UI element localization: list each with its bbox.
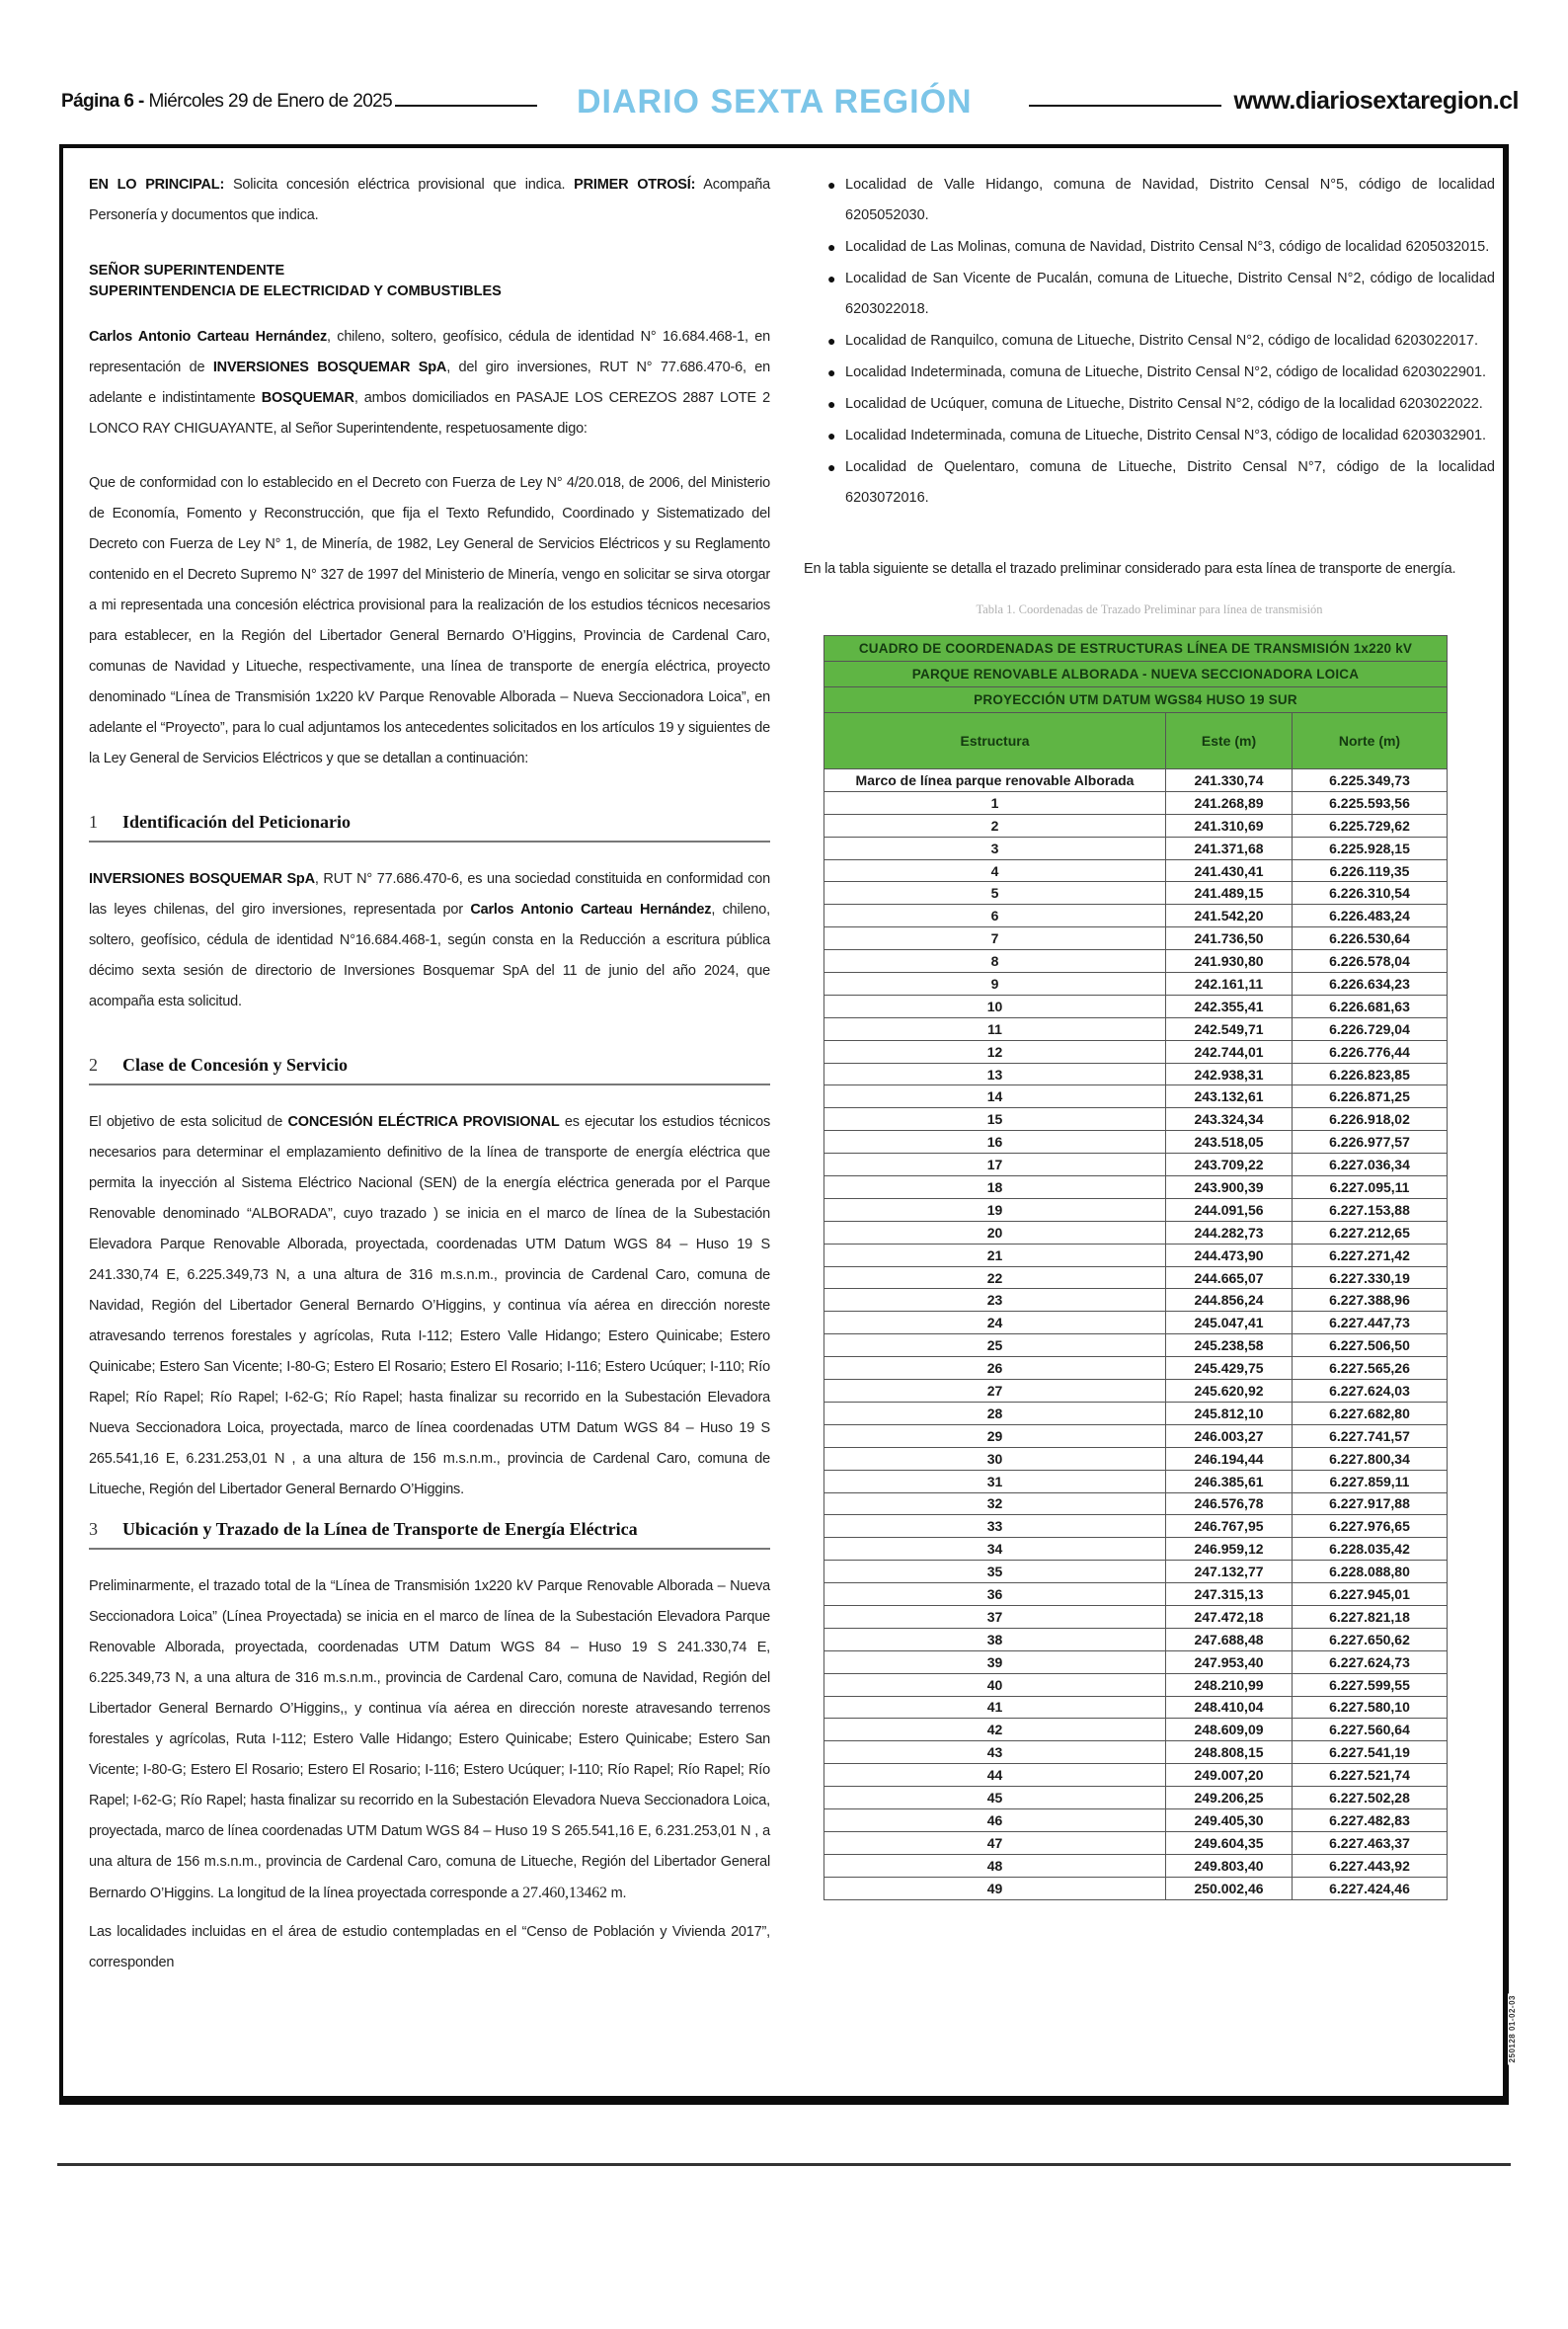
north-cell: 6.226.776,44	[1293, 1040, 1448, 1063]
structure-cell: 10	[824, 995, 1166, 1017]
addressee-line-1: SEÑOR SUPERINTENDENTE	[89, 263, 285, 279]
table-row	[824, 973, 1448, 996]
bullet-icon: ●	[827, 333, 836, 349]
north-cell: 6.226.823,85	[1293, 1063, 1448, 1085]
list-item	[804, 452, 1495, 514]
table-row	[824, 1831, 1448, 1854]
locality-text: Localidad de Valle Hidango, comuna de Navidad, Distrito Censal N°5, código de localidad 6205052030.	[845, 177, 1495, 223]
north-cell: 6.227.212,65	[1293, 1221, 1448, 1244]
north-cell: 6.227.565,26	[1293, 1357, 1448, 1380]
structure-cell: 37	[824, 1605, 1166, 1628]
east-cell: 247.132,77	[1166, 1561, 1293, 1583]
north-cell: 6.227.741,57	[1293, 1424, 1448, 1447]
coordinates-table	[823, 635, 1448, 1900]
table-row	[824, 1561, 1448, 1583]
structure-cell: 41	[824, 1696, 1166, 1719]
structure-cell: 42	[824, 1719, 1166, 1741]
census-paragraph: Las localidades incluidas en el área de estudio contempladas en el “Censo de Población y Vivienda 2017”, corresponden	[89, 1924, 770, 1970]
structure-cell: 7	[824, 927, 1166, 950]
structure-cell: 6	[824, 905, 1166, 927]
structure-cell: 24	[824, 1312, 1166, 1334]
bullet-icon: ●	[827, 459, 836, 475]
east-cell: 242.744,01	[1166, 1040, 1293, 1063]
north-cell: 6.227.945,01	[1293, 1583, 1448, 1606]
north-cell: 6.227.330,19	[1293, 1266, 1448, 1289]
east-cell: 244.282,73	[1166, 1221, 1293, 1244]
structure-cell: 19	[824, 1198, 1166, 1221]
east-cell: 247.315,13	[1166, 1583, 1293, 1606]
east-cell: 244.091,56	[1166, 1198, 1293, 1221]
petitioner-name: Carlos Antonio Carteau Hernández	[89, 329, 327, 345]
north-cell: 6.227.095,11	[1293, 1176, 1448, 1199]
structure-cell: 1	[824, 791, 1166, 814]
table-row	[824, 1877, 1448, 1899]
east-cell: 243.900,39	[1166, 1176, 1293, 1199]
section-2-paragraph	[89, 1107, 770, 1505]
section-heading-2	[89, 1055, 770, 1085]
table-row	[824, 1492, 1448, 1515]
masthead	[61, 83, 1519, 132]
north-cell: 6.227.153,88	[1293, 1198, 1448, 1221]
masthead-rule-left	[395, 105, 537, 107]
company-name: INVERSIONES BOSQUEMAR SpA	[212, 360, 447, 375]
bullet-icon: ●	[827, 428, 836, 443]
north-cell: 6.227.976,65	[1293, 1515, 1448, 1538]
structure-cell: 17	[824, 1154, 1166, 1176]
table-row	[824, 950, 1448, 973]
table-caption: Tabla 1. Coordenadas de Trazado Preliminar para línea de transmisión	[976, 602, 1323, 616]
table-row	[824, 905, 1448, 927]
north-cell: 6.227.859,11	[1293, 1470, 1448, 1492]
table-row	[824, 1741, 1448, 1764]
north-cell: 6.227.036,34	[1293, 1154, 1448, 1176]
north-cell: 6.227.599,55	[1293, 1673, 1448, 1696]
column-header-estructura: Estructura	[824, 713, 1166, 769]
east-cell: 245.238,58	[1166, 1334, 1293, 1357]
north-cell: 6.227.271,42	[1293, 1244, 1448, 1266]
side-code: 250128 01-02-03	[1508, 1995, 1517, 2063]
north-cell: 6.227.821,18	[1293, 1605, 1448, 1628]
structure-cell: 2	[824, 814, 1166, 837]
north-cell: 6.227.682,80	[1293, 1402, 1448, 1424]
table-row	[824, 837, 1448, 859]
structure-cell: 33	[824, 1515, 1166, 1538]
table-row	[824, 1221, 1448, 1244]
table-row	[824, 1312, 1448, 1334]
structure-cell: 15	[824, 1108, 1166, 1131]
structure-cell: 45	[824, 1787, 1166, 1809]
right-column	[804, 170, 1495, 1900]
east-cell: 243.518,05	[1166, 1131, 1293, 1154]
structure-cell: 30	[824, 1447, 1166, 1470]
locality-text: Localidad Indeterminada, comuna de Litueche, Distrito Censal N°2, código de localidad 6203022901.	[845, 364, 1487, 380]
issue-date: Miércoles 29 de Enero de 2025	[148, 91, 393, 112]
table-row	[824, 1515, 1448, 1538]
structure-cell: 12	[824, 1040, 1166, 1063]
legal-basis-paragraph: Que de conformidad con lo establecido en el Decreto con Fuerza de Ley N° 4/20.018, de 2006, del Ministerio de Economía, Fomento y Reconstrucción, que fija el Texto Refundido, Coordinado y Sistematizado del Decreto con Fuerza de Ley N° 1, de Minería, de 1982, Ley General de Servicios Eléctricos y su Reglamento contenido en el Decreto Supremo N° 327 de 1997 del Ministerio de Minería, vengo en solicitar se sirva otorgar a mi representada una concesión eléctrica provisional para la realización de los estudios técnicos necesarios para establecer, en la Región del Libertador General Bernardo O’Higgins, Provincia de Cardenal Caro, comunas de Navidad y Litueche, respectivamente, una línea de transporte de energía eléctrica, proyecto denominado “Línea de Transmisión 1x220 kV Parque Renovable Alborada – Nueva Seccionadora Loica”, en adelante el “Proyecto”, para lo cual adjuntamos los antecedentes solicitados en los artículos 19 y siguientes de la Ley General de Servicios Eléctricos y que se detallan a continuación:	[89, 475, 770, 766]
north-cell: 6.226.918,02	[1293, 1108, 1448, 1131]
east-cell: 249.803,40	[1166, 1854, 1293, 1877]
list-item	[804, 389, 1495, 420]
table-row	[824, 1176, 1448, 1199]
structure-cell: 49	[824, 1877, 1166, 1899]
localities-list	[804, 170, 1495, 514]
bullet-icon: ●	[827, 177, 836, 193]
structure-cell: 26	[824, 1357, 1166, 1380]
petitioner-text-a: , chileno, soltero, geofísico, cédula de identidad N° 16.684.468-1, en representación de	[89, 329, 771, 375]
list-item	[804, 170, 1495, 231]
table-row	[824, 1357, 1448, 1380]
structure-cell: 4	[824, 859, 1166, 882]
north-cell: 6.225.593,56	[1293, 791, 1448, 814]
list-item	[804, 421, 1495, 451]
structure-cell: 43	[824, 1741, 1166, 1764]
table-banner-1: CUADRO DE COORDENADAS DE ESTRUCTURAS LÍNEA DE TRANSMISIÓN 1x220 kV	[824, 636, 1448, 662]
north-cell: 6.226.634,23	[1293, 973, 1448, 996]
newspaper-title: DIARIO SEXTA REGIÓN	[577, 83, 973, 120]
structure-cell: 36	[824, 1583, 1166, 1606]
petitioner-text-b: , del giro inversiones, RUT N° 77.686.470-6, en adelante e indistintamente	[89, 360, 770, 406]
east-cell: 244.473,90	[1166, 1244, 1293, 1266]
page-date-line	[61, 91, 392, 113]
structure-cell: 32	[824, 1492, 1166, 1515]
north-cell: 6.227.624,03	[1293, 1380, 1448, 1403]
north-cell: 6.227.917,88	[1293, 1492, 1448, 1515]
east-cell: 245.812,10	[1166, 1402, 1293, 1424]
east-cell: 249.604,35	[1166, 1831, 1293, 1854]
addressee-line-2: SUPERINTENDENCIA DE ELECTRICIDAD Y COMBUSTIBLES	[89, 283, 502, 299]
table-row	[824, 1424, 1448, 1447]
east-cell: 246.194,44	[1166, 1447, 1293, 1470]
structure-cell: 29	[824, 1424, 1166, 1447]
north-cell: 6.227.463,37	[1293, 1831, 1448, 1854]
locality-text: Localidad de Ranquilco, comuna de Litueche, Distrito Censal N°2, código de localidad 6203022017.	[845, 333, 1479, 349]
table-row	[824, 1673, 1448, 1696]
table-row	[824, 1808, 1448, 1831]
structure-cell: 25	[824, 1334, 1166, 1357]
table-row	[824, 1854, 1448, 1877]
table-row	[824, 1605, 1448, 1628]
structure-cell: 34	[824, 1538, 1166, 1561]
table-row	[824, 995, 1448, 1017]
east-cell: 242.161,11	[1166, 973, 1293, 996]
table-row	[824, 1764, 1448, 1787]
north-cell: 6.225.349,73	[1293, 769, 1448, 792]
structure-cell: 3	[824, 837, 1166, 859]
east-cell: 246.767,95	[1166, 1515, 1293, 1538]
section-title: Identificación del Peticionario	[122, 812, 351, 832]
table-banner-3: PROYECCIÓN UTM DATUM WGS84 HUSO 19 SUR	[824, 687, 1448, 713]
north-cell: 6.227.424,46	[1293, 1877, 1448, 1899]
structure-cell: 39	[824, 1650, 1166, 1673]
coordinates-table-body	[824, 769, 1448, 1900]
table-intro: En la tabla siguiente se detalla el trazado preliminar considerado para esta línea de transporte de energía.	[804, 561, 1456, 577]
north-cell: 6.225.729,62	[1293, 814, 1448, 837]
legal-notice-frame	[59, 144, 1517, 2105]
section-1-text-a: , RUT N° 77.686.470-6, es una sociedad constituida en conformidad con las leyes chilenas, del giro inversiones, representada por	[89, 871, 770, 918]
structure-cell: 27	[824, 1380, 1166, 1403]
representative-name: Carlos Antonio Carteau Hernández	[470, 902, 712, 918]
structure-cell: 38	[824, 1628, 1166, 1650]
section-heading-1	[89, 812, 770, 843]
locality-text: Localidad de San Vicente de Pucalán, comuna de Litueche, Distrito Censal N°2, código de localidad 6203022018.	[845, 271, 1495, 317]
north-cell: 6.227.388,96	[1293, 1289, 1448, 1312]
east-cell: 241.542,20	[1166, 905, 1293, 927]
east-cell: 241.930,80	[1166, 950, 1293, 973]
table-row	[824, 1154, 1448, 1176]
structure-cell: 44	[824, 1764, 1166, 1787]
east-cell: 246.959,12	[1166, 1538, 1293, 1561]
section-1-paragraph	[89, 864, 770, 1017]
table-row	[824, 1334, 1448, 1357]
column-header-norte: Norte (m)	[1293, 713, 1448, 769]
section-number: 2	[89, 1055, 98, 1075]
east-cell: 241.489,15	[1166, 882, 1293, 905]
north-cell: 6.227.443,92	[1293, 1854, 1448, 1877]
locality-text: Localidad de Quelentaro, comuna de Litueche, Distrito Censal N°7, código de la localidad 6203072016.	[845, 459, 1495, 506]
east-cell: 243.132,61	[1166, 1085, 1293, 1108]
east-cell: 245.429,75	[1166, 1357, 1293, 1380]
structure-cell: Marco de línea parque renovable Alborada	[824, 769, 1166, 792]
east-cell: 241.310,69	[1166, 814, 1293, 837]
north-cell: 6.227.447,73	[1293, 1312, 1448, 1334]
table-row	[824, 1628, 1448, 1650]
structure-cell: 40	[824, 1673, 1166, 1696]
structure-cell: 11	[824, 1017, 1166, 1040]
north-cell: 6.228.088,80	[1293, 1561, 1448, 1583]
north-cell: 6.226.530,64	[1293, 927, 1448, 950]
north-cell: 6.227.506,50	[1293, 1334, 1448, 1357]
list-item	[804, 358, 1495, 388]
concession-type: CONCESIÓN ELÉCTRICA PROVISIONAL	[287, 1114, 560, 1130]
table-row	[824, 1085, 1448, 1108]
structure-cell: 31	[824, 1470, 1166, 1492]
table-row	[824, 1063, 1448, 1085]
structure-cell: 20	[824, 1221, 1166, 1244]
north-cell: 6.228.035,42	[1293, 1538, 1448, 1561]
section-title: Clase de Concesión y Servicio	[122, 1055, 348, 1075]
structure-cell: 28	[824, 1402, 1166, 1424]
otrosi-label: PRIMER OTROSÍ:	[574, 177, 696, 193]
table-row	[824, 1108, 1448, 1131]
locality-text: Localidad de Las Molinas, comuna de Navidad, Distrito Censal N°3, código de localidad 6205032015.	[845, 239, 1490, 255]
table-row	[824, 927, 1448, 950]
east-cell: 244.665,07	[1166, 1266, 1293, 1289]
east-cell: 246.003,27	[1166, 1424, 1293, 1447]
table-row	[824, 1017, 1448, 1040]
section-number: 1	[89, 812, 98, 832]
north-cell: 6.226.578,04	[1293, 950, 1448, 973]
north-cell: 6.227.650,62	[1293, 1628, 1448, 1650]
table-row	[824, 1289, 1448, 1312]
structure-cell: 21	[824, 1244, 1166, 1266]
table-row	[824, 1650, 1448, 1673]
masthead-rule-right	[1029, 105, 1221, 107]
table-banner-2: PARQUE RENOVABLE ALBORADA - NUEVA SECCIONADORA LOICA	[824, 662, 1448, 687]
east-cell: 248.609,09	[1166, 1719, 1293, 1741]
section-2-text-a: El objetivo de esta solicitud de	[89, 1114, 288, 1130]
east-cell: 248.210,99	[1166, 1673, 1293, 1696]
left-column	[89, 170, 770, 1978]
structure-cell: 9	[824, 973, 1166, 996]
east-cell: 243.324,34	[1166, 1108, 1293, 1131]
north-cell: 6.225.928,15	[1293, 837, 1448, 859]
table-row	[824, 859, 1448, 882]
structure-cell: 22	[824, 1266, 1166, 1289]
north-cell: 6.227.541,19	[1293, 1741, 1448, 1764]
principal-text: Solicita concesión eléctrica provisional que indica.	[224, 177, 575, 193]
table-row	[824, 1787, 1448, 1809]
table-row	[824, 1402, 1448, 1424]
east-cell: 246.385,61	[1166, 1470, 1293, 1492]
table-row	[824, 1244, 1448, 1266]
east-cell: 242.938,31	[1166, 1063, 1293, 1085]
north-cell: 6.226.310,54	[1293, 882, 1448, 905]
east-cell: 250.002,46	[1166, 1877, 1293, 1899]
table-row	[824, 791, 1448, 814]
structure-cell: 5	[824, 882, 1166, 905]
table-row	[824, 1380, 1448, 1403]
north-cell: 6.227.521,74	[1293, 1764, 1448, 1787]
footer-rule	[57, 2163, 1511, 2166]
structure-cell: 48	[824, 1854, 1166, 1877]
structure-cell: 35	[824, 1561, 1166, 1583]
east-cell: 248.808,15	[1166, 1741, 1293, 1764]
east-cell: 243.709,22	[1166, 1154, 1293, 1176]
east-cell: 241.371,68	[1166, 837, 1293, 859]
table-row	[824, 1040, 1448, 1063]
section-number: 3	[89, 1519, 98, 1539]
line-length-value: 27.460,13462	[522, 1885, 607, 1901]
bullet-icon: ●	[827, 364, 836, 380]
east-cell: 241.330,74	[1166, 769, 1293, 792]
petitioner-text-c: , ambos domiciliados en PASAJE LOS CEREZOS 2887 LOTE 2 LONCO RAY CHIGUAYANTE, al Señor Superintendente, respetuosamente digo:	[89, 390, 770, 437]
table-row	[824, 1583, 1448, 1606]
principal-label: EN LO PRINCIPAL:	[89, 177, 225, 193]
east-cell: 247.472,18	[1166, 1605, 1293, 1628]
structure-cell: 13	[824, 1063, 1166, 1085]
line-length-unit: m.	[606, 1886, 627, 1901]
bullet-icon: ●	[827, 239, 836, 255]
north-cell: 6.227.560,64	[1293, 1719, 1448, 1741]
north-cell: 6.227.580,10	[1293, 1696, 1448, 1719]
table-row	[824, 882, 1448, 905]
east-cell: 248.410,04	[1166, 1696, 1293, 1719]
north-cell: 6.226.977,57	[1293, 1131, 1448, 1154]
east-cell: 246.576,78	[1166, 1492, 1293, 1515]
structure-cell: 16	[824, 1131, 1166, 1154]
east-cell: 241.268,89	[1166, 791, 1293, 814]
table-row	[824, 769, 1448, 792]
structure-cell: 14	[824, 1085, 1166, 1108]
east-cell: 244.856,24	[1166, 1289, 1293, 1312]
bullet-icon: ●	[827, 396, 836, 412]
east-cell: 242.549,71	[1166, 1017, 1293, 1040]
north-cell: 6.227.800,34	[1293, 1447, 1448, 1470]
section-1-text-b: , chileno, soltero, geofísico, cédula de identidad N°16.684.468-1, según consta en la Reducción a escritura pública décimo sexta sesión de directorio de Inversiones Bosquemar SpA del 11 de junio del año 2024, que acompaña esta solicitud.	[89, 902, 770, 1009]
east-cell: 249.206,25	[1166, 1787, 1293, 1809]
company-short-name: BOSQUEMAR	[261, 390, 354, 406]
north-cell: 6.227.482,83	[1293, 1808, 1448, 1831]
north-cell: 6.227.624,73	[1293, 1650, 1448, 1673]
locality-text: Localidad de Ucúquer, comuna de Litueche, Distrito Censal N°2, código de la localidad 6203022022.	[845, 396, 1483, 412]
table-row	[824, 1447, 1448, 1470]
table-row	[824, 1470, 1448, 1492]
north-cell: 6.226.119,35	[1293, 859, 1448, 882]
page-number: Página 6 -	[61, 91, 144, 112]
east-cell: 241.430,41	[1166, 859, 1293, 882]
section-2-text-b: es ejecutar los estudios técnicos necesarios para determinar el emplazamiento definitivo de la línea de transporte de energía eléctrica que permita la inyección al Sistema Eléctrico Nacional (SEN) de la energía eléctrica generada por el Parque Renovable denominado “ALBORADA”, cuyo trazado ) se inicia en el marco de línea de la Subestación Elevadora Parque Renovable Alborada, proyectada, coordenadas UTM Datum WGS 84 – Huso 19 S 241.330,74 E, 6.225.349,73 N, a una altura de 316 m.s.n.m., provincia de Cardenal Caro, comuna de Navidad, Región del Libertador General Bernardo O’Higgins, y continua vía aérea en dirección noreste atravesando terrenos forestales y agrícolas, Ruta I-112; Estero Valle Hidango; Estero Quinicabe; Estero Quinicabe; Estero San Vicente; I-80-G; Estero El Rosario; Estero El Rosario; I-116; Estero Ucúquer; I-110; Río Rapel; Río Rapel; Río Rapel; I-62-G; Río Rapel; hasta finalizar su recorrido en la Subestación Elevadora Nueva Seccionadora Loica, proyectada, marco de línea coordenadas UTM Datum WGS 84 – Huso 19 S 265.541,16 E, 6.231.253,01 N , a una altura de 156 m.s.n.m., provincia de Cardenal Caro, comuna de Litueche, Región del Libertador General Bernardo O’Higgins.	[89, 1114, 770, 1497]
north-cell: 6.227.502,28	[1293, 1787, 1448, 1809]
principal-paragraph	[89, 170, 770, 231]
table-row	[824, 1266, 1448, 1289]
east-cell: 241.736,50	[1166, 927, 1293, 950]
newspaper-url[interactable]: www.diariosextaregion.cl	[1233, 87, 1519, 115]
locality-text: Localidad Indeterminada, comuna de Litueche, Distrito Censal N°3, código de localidad 6203032901.	[845, 428, 1487, 443]
table-row	[824, 1198, 1448, 1221]
petitioner-paragraph	[89, 322, 770, 444]
table-row	[824, 1131, 1448, 1154]
north-cell: 6.226.681,63	[1293, 995, 1448, 1017]
section-heading-3	[89, 1519, 770, 1550]
north-cell: 6.226.871,25	[1293, 1085, 1448, 1108]
structure-cell: 18	[824, 1176, 1166, 1199]
table-row	[824, 1696, 1448, 1719]
east-cell: 249.405,30	[1166, 1808, 1293, 1831]
east-cell: 247.688,48	[1166, 1628, 1293, 1650]
column-header-este: Este (m)	[1166, 713, 1293, 769]
section-3-text: Preliminarmente, el trazado total de la “Línea de Transmisión 1x220 kV Parque Renovable Alborada – Nueva Seccionadora Loica” (Línea Proyectada) se inicia en el marco de línea de la Subestación Elevadora Parque Renovable Alborada, proyectada, coordenadas UTM Datum WGS 84 – Huso 19 S 241.330,74 E, 6.225.349,73 N, a una altura de 316 m.s.n.m., provincia de Cardenal Caro, comuna de Navidad, Región del Libertador General Bernardo O’Higgins,, y continua vía aérea en dirección noreste atravesando terrenos forestales y agrícolas, Ruta I-112; Estero Valle Hidango; Estero Quinicabe; Estero Quinicabe; Estero San Vicente; I-80-G; Estero El Rosario; Estero El Rosario; I-116; Estero Ucúquer; I-110; Río Rapel; Río Rapel; Río Rapel; I-62-G; Río Rapel; hasta finalizar su recorrido en la Subestación Elevadora Nueva Seccionadora Loica, proyectada, marco de línea coordenadas UTM Datum WGS 84 – Huso 19 S 265.541,16 E, 6.231.253,01 N , a una altura de 156 m.s.n.m., provincia de Cardenal Caro, comuna de Litueche, Región del Libertador General Bernardo O’Higgins.	[89, 1578, 770, 1901]
east-cell: 249.007,20	[1166, 1764, 1293, 1787]
company-name: INVERSIONES BOSQUEMAR SpA	[89, 871, 315, 887]
structure-cell: 23	[824, 1289, 1166, 1312]
section-title: Ubicación y Trazado de la Línea de Transporte de Energía Eléctrica	[122, 1519, 638, 1539]
bullet-icon: ●	[827, 271, 836, 286]
east-cell: 245.047,41	[1166, 1312, 1293, 1334]
list-item	[804, 326, 1495, 357]
north-cell: 6.226.729,04	[1293, 1017, 1448, 1040]
structure-cell: 8	[824, 950, 1166, 973]
list-item	[804, 264, 1495, 325]
structure-cell: 47	[824, 1831, 1166, 1854]
otrosi-text: Acompaña Personería y documentos que indica.	[89, 177, 771, 223]
table-row	[824, 1719, 1448, 1741]
line-length-label: La longitud de la línea proyectada corresponde a	[217, 1886, 523, 1901]
section-3-paragraph	[89, 1571, 770, 1909]
table-row	[824, 814, 1448, 837]
list-item	[804, 232, 1495, 263]
east-cell: 245.620,92	[1166, 1380, 1293, 1403]
structure-cell: 46	[824, 1808, 1166, 1831]
table-row	[824, 1538, 1448, 1561]
east-cell: 242.355,41	[1166, 995, 1293, 1017]
east-cell: 247.953,40	[1166, 1650, 1293, 1673]
north-cell: 6.226.483,24	[1293, 905, 1448, 927]
